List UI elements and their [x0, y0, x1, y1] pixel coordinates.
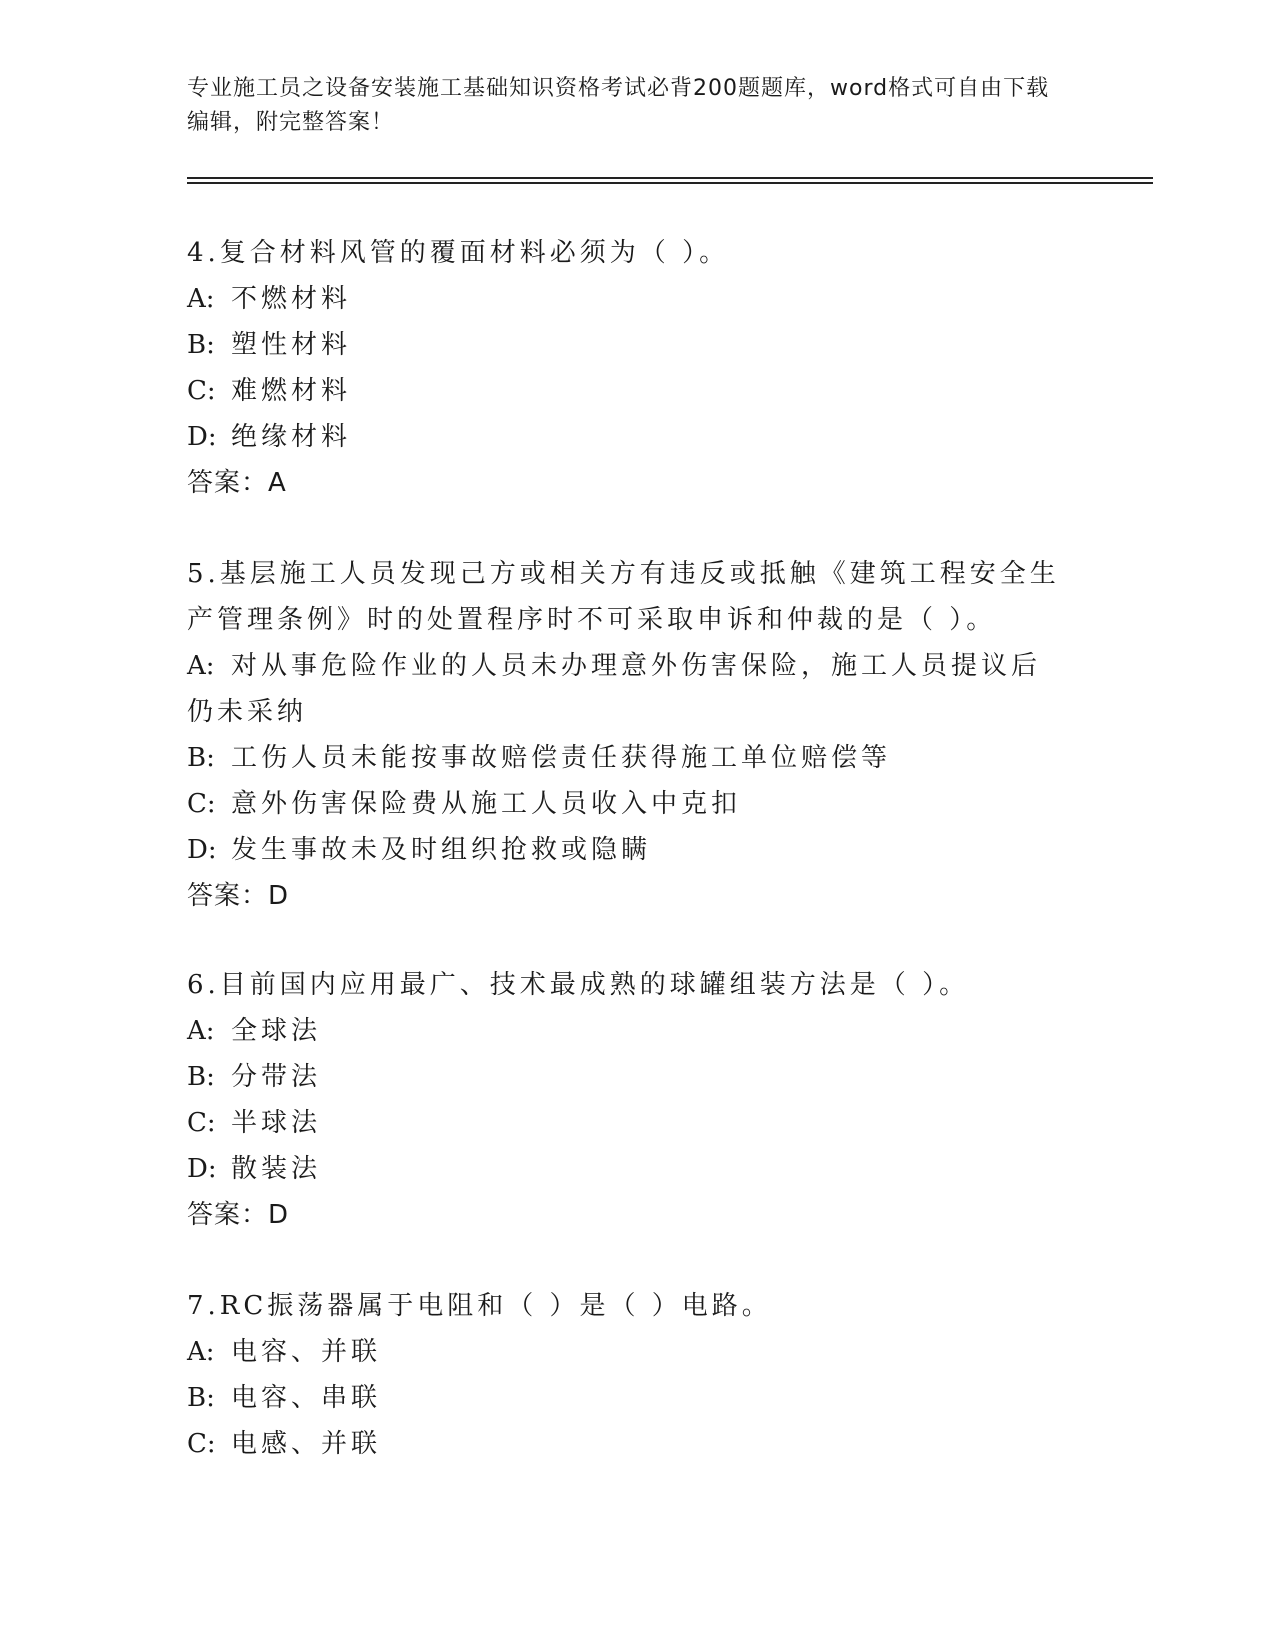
- answer-label: 答案：D: [187, 881, 290, 911]
- option-key: A:: [187, 1337, 215, 1367]
- option-b: [187, 735, 1087, 781]
- header-divider-bottom: [187, 182, 1153, 184]
- option-text: 不燃材料: [231, 284, 352, 314]
- option-b: [187, 1054, 1087, 1100]
- option-a: [187, 643, 1067, 735]
- option-key: D:: [187, 422, 217, 452]
- option-key: B:: [187, 1383, 215, 1413]
- option-text: 全球法: [231, 1016, 322, 1046]
- option-text: 电容、串联: [231, 1383, 382, 1413]
- option-text: 绝缘材料: [231, 422, 352, 452]
- question-6: [187, 962, 1087, 1238]
- option-key: B:: [187, 1062, 215, 1092]
- option-text: 电感、并联: [231, 1429, 382, 1459]
- question-stem: 5.基层施工人员发现己方或相关方有违反或抵触《建筑工程安全生产管理条例》时的处置程序时不可采取申诉和仲裁的是（ ）。: [187, 559, 1060, 635]
- option-text: 工伤人员未能按事故赔偿责任获得施工单位赔偿等: [231, 743, 892, 773]
- option-text: 发生事故未及时组织抢救或隐瞒: [231, 835, 652, 865]
- option-key: D:: [187, 835, 217, 865]
- question-5: [187, 551, 1087, 919]
- option-text: 电容、并联: [231, 1337, 382, 1367]
- option-d: [187, 414, 1087, 460]
- option-c: [187, 781, 1087, 827]
- option-d: [187, 1146, 1087, 1192]
- option-c: [187, 1100, 1087, 1146]
- option-b: [187, 1375, 1087, 1421]
- option-key: C:: [187, 376, 216, 406]
- option-text: 意外伤害保险费从施工人员收入中克扣: [231, 789, 742, 819]
- question-stem: 7.RC振荡器属于电阻和（ ）是（ ）电路。: [187, 1291, 772, 1321]
- option-key: C:: [187, 1108, 216, 1138]
- option-key: B:: [187, 743, 215, 773]
- option-c: [187, 368, 1087, 414]
- option-text: 对从事危险作业的人员未办理意外伤害保险，施工人员提议后仍未采纳: [187, 651, 1042, 727]
- option-key: C:: [187, 1429, 216, 1459]
- document-header: 专业施工员之设备安装施工基础知识资格考试必背200题题库，word格式可自由下载编辑，附完整答案！: [187, 76, 1050, 135]
- option-key: D:: [187, 1154, 217, 1184]
- option-key: A:: [187, 1016, 215, 1046]
- option-text: 散装法: [231, 1154, 322, 1184]
- question-4: [187, 230, 1087, 506]
- option-key: B:: [187, 330, 215, 360]
- option-text: 半球法: [231, 1108, 322, 1138]
- option-b: [187, 322, 1087, 368]
- option-key: C:: [187, 789, 216, 819]
- question-stem: 4.复合材料风管的覆面材料必须为（ ）。: [187, 238, 730, 268]
- question-stem: 6.目前国内应用最广、技术最成熟的球罐组装方法是（ ）。: [187, 970, 970, 1000]
- option-key: A:: [187, 651, 215, 681]
- option-text: 难燃材料: [231, 376, 352, 406]
- option-text: 分带法: [231, 1062, 322, 1092]
- option-a: [187, 276, 1087, 322]
- option-d: [187, 827, 1087, 873]
- option-a: [187, 1329, 1087, 1375]
- option-c: [187, 1421, 1087, 1467]
- question-7: [187, 1283, 1087, 1467]
- answer-label: 答案：D: [187, 1200, 290, 1230]
- answer-label: 答案：A: [187, 468, 287, 498]
- option-text: 塑性材料: [231, 330, 352, 360]
- option-key: A:: [187, 284, 215, 314]
- option-a: [187, 1008, 1087, 1054]
- header-divider-top: [187, 177, 1153, 179]
